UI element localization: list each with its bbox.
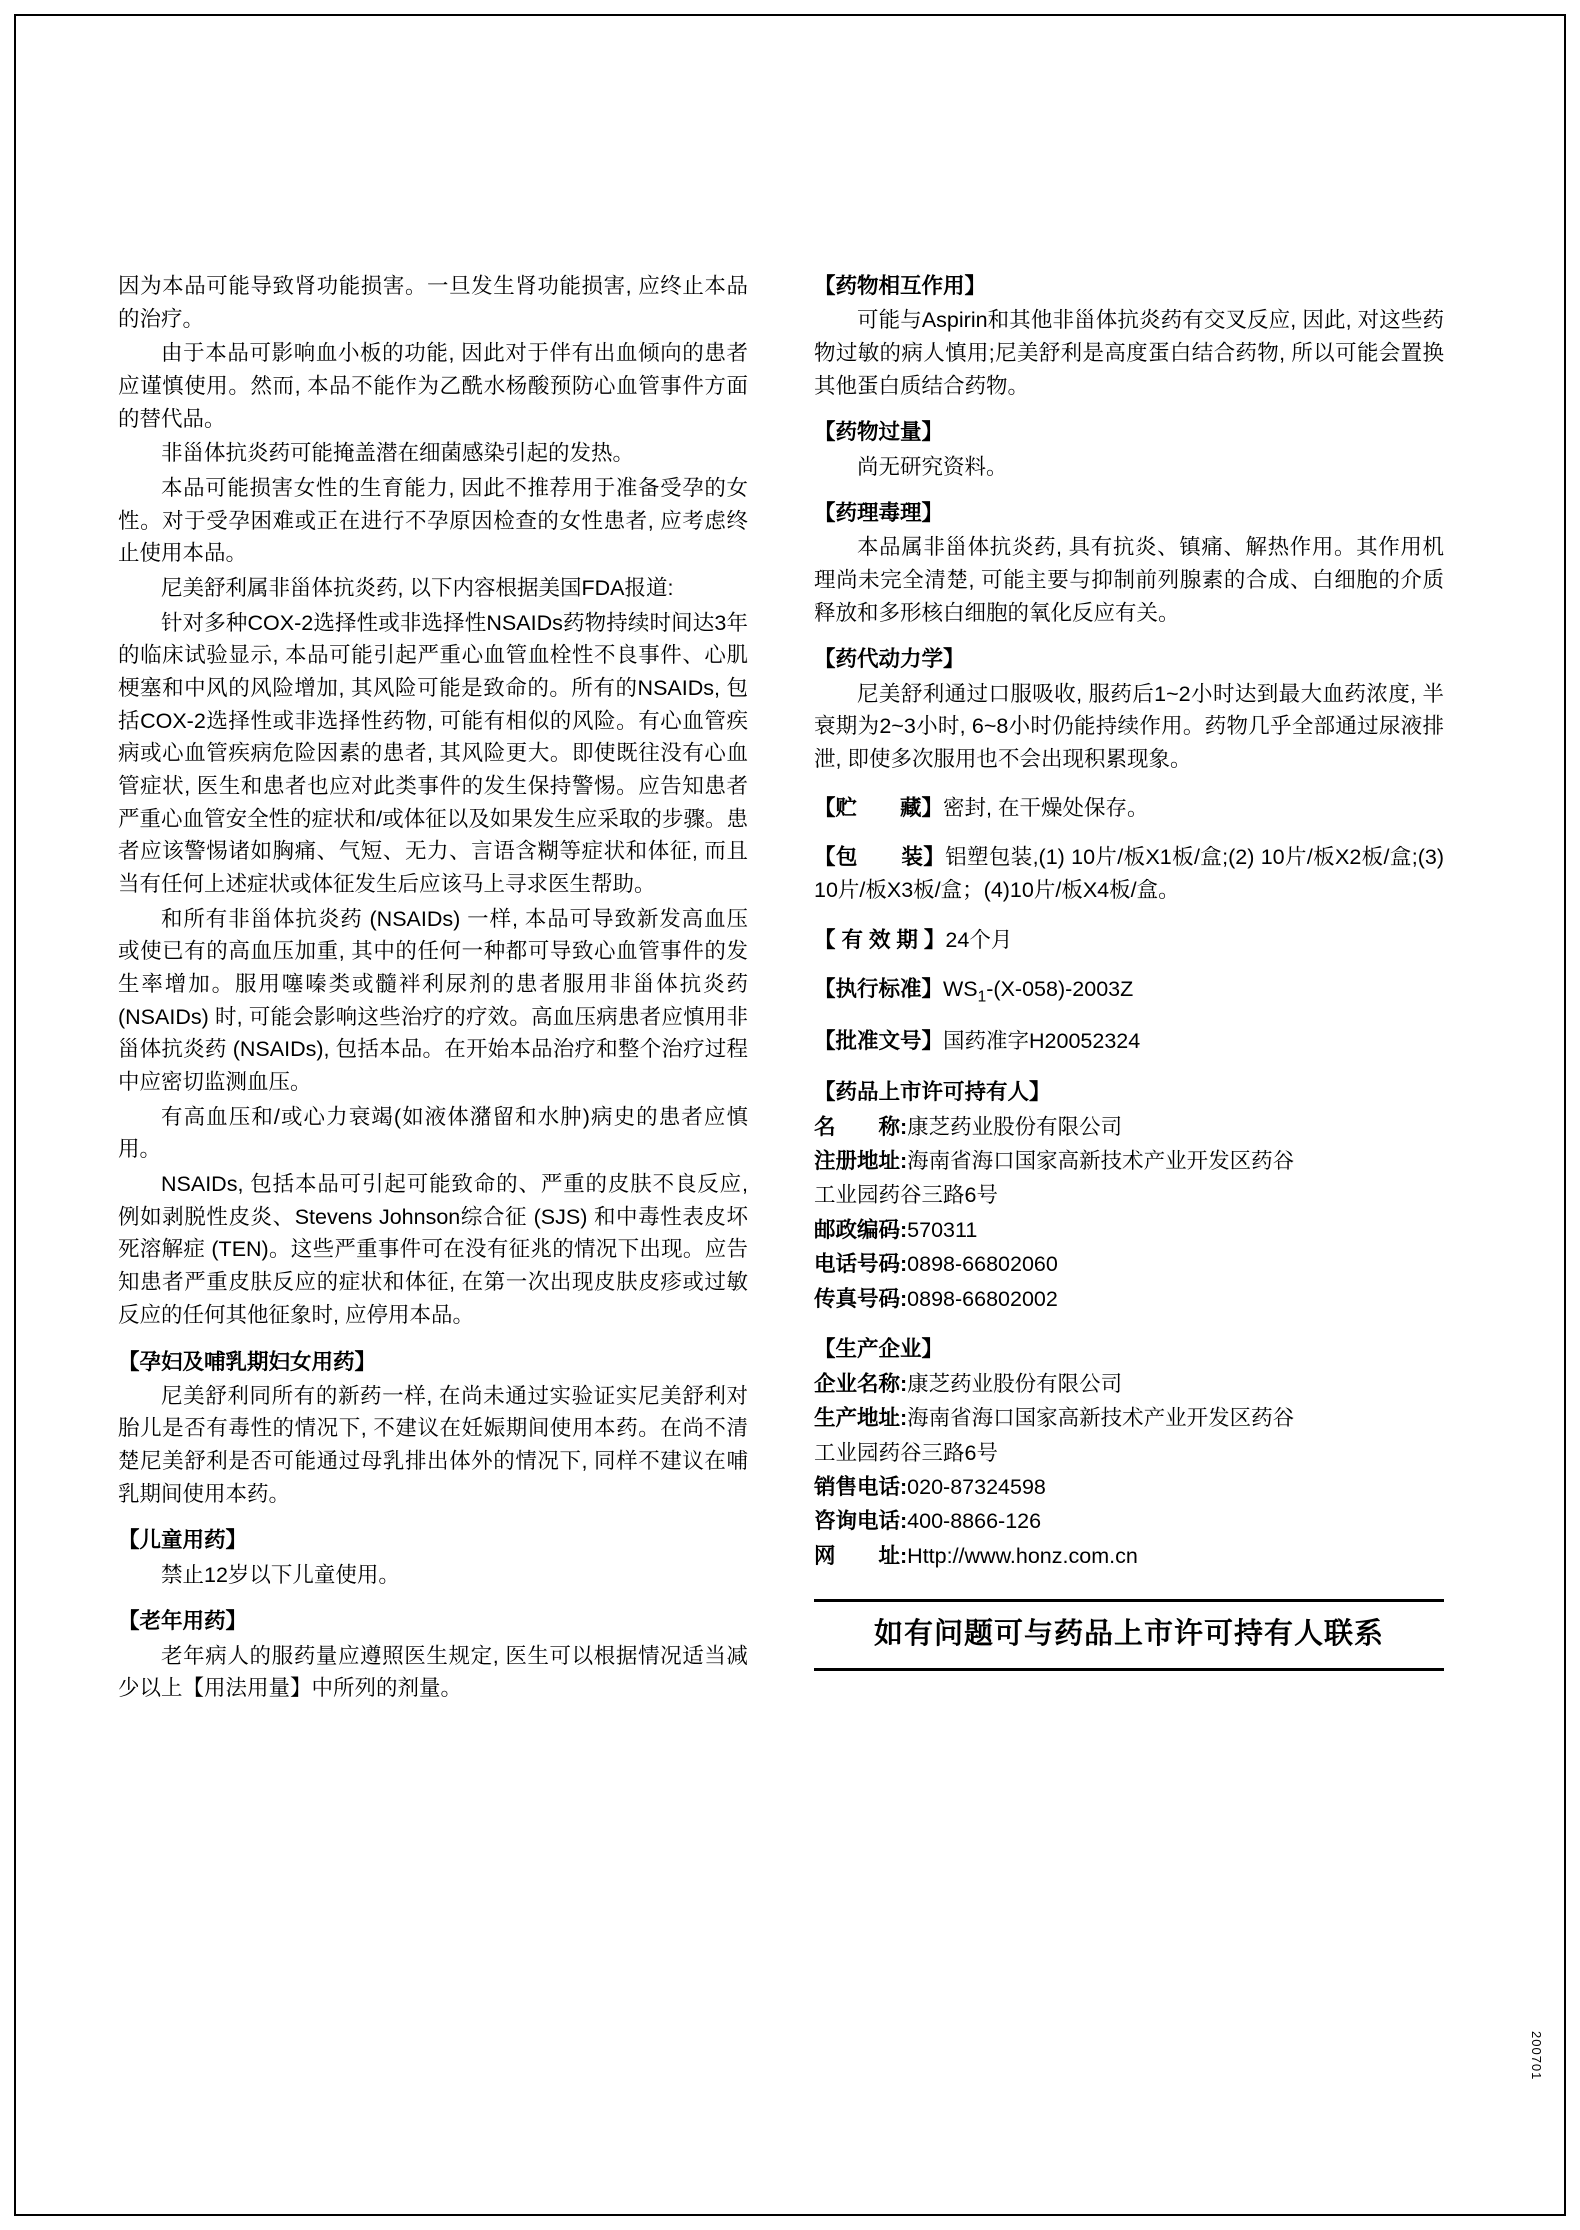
manufacturer-row-key: 网 址: <box>814 1543 908 1568</box>
manufacturer-row <box>814 1436 1444 1470</box>
entry-storage <box>814 792 1444 825</box>
section-title-pharmacology: 【药理毒理】 <box>814 501 944 526</box>
paragraph: 尼美舒利属非甾体抗炎药, 以下内容根据美国FDA报道: <box>161 576 674 601</box>
entry-approval <box>814 1025 1444 1058</box>
section-body-pharmacokinetics: 尼美舒利通过口服吸收, 服药后1~2小时达到最大血药浓度, 半衰期为2~3小时, 6~8小时仍能持续作用。药物几乎全部通过尿液排泄, 即使多次服用也不会出现积累现象。 <box>814 681 1444 772</box>
mah-row <box>814 1282 1444 1316</box>
section-title-geriatric: 【老年用药】 <box>118 1609 248 1634</box>
mah-row <box>814 1110 1444 1144</box>
manufacturer-row <box>814 1401 1444 1435</box>
section-body-pediatric: 禁止12岁以下儿童使用。 <box>161 1562 400 1587</box>
section-title-overdose: 【药物过量】 <box>814 420 944 445</box>
mah-row <box>814 1178 1444 1212</box>
section-title-interactions: 【药物相互作用】 <box>814 274 987 298</box>
footer-divider-top <box>814 1599 1444 1602</box>
left-column <box>118 270 748 1707</box>
entry-value-standard-suffix: -(X-058)-2003Z <box>986 976 1134 1001</box>
two-column-layout <box>118 270 1448 1707</box>
mah-row-value: 0898-66802002 <box>907 1286 1058 1311</box>
entry-label-validity: 【 有 效 期 】 <box>814 927 946 952</box>
manufacturer-row <box>814 1470 1444 1504</box>
section-body-pregnancy: 尼美舒利同所有的新药一样, 在尚未通过实验证实尼美舒利对胎儿是否有毒性的情况下, 不建议在妊娠期间使用本药。在尚不清楚尼美舒利是否可能通过母乳排出体外的情况下, 同样不建议在哺乳期间使用本药。 <box>118 1383 748 1506</box>
section-title-pharmacokinetics: 【药代动力学】 <box>814 647 965 672</box>
manufacturer-row-key: 企业名称: <box>814 1371 908 1396</box>
paragraph: 和所有非甾体抗炎药 (NSAIDs) 一样, 本品可导致新发高血压或使已有的高血压加重, 其中的任何一种都可导致心血管事件的发生率增加。服用噻嗪类或髓袢利尿剂的患者服用非甾体抗炎药 (NSAIDs) 时, 可能会影响这些治疗的疗效。高血压病患者应慎用非甾体抗炎药 (NSAIDs), 包括本品。在开始本品治疗和整个治疗过程中应密切监测血压。 <box>118 906 748 1095</box>
right-column <box>814 270 1444 1671</box>
entry-value-validity: 24个月 <box>945 927 1013 952</box>
manufacturer-row-value: 020-87324598 <box>907 1475 1046 1500</box>
paragraph: 针对多种COX-2选择性或非选择性NSAIDs药物持续时间达3年的临床试验显示, 本品可能引起严重心血管血栓性不良事件、心肌梗塞和中风的风险增加, 其风险可能是致命的。所有的NSAIDs, 包括COX-2选择性或非选择性药物, 可能有相似的风险。有心血管疾病或心血管疾病危险因素的患者, 其风险更大。即使既往没有心血管症状, 医生和患者也应对此类事件的发生保持警惕。应告知患者严重心血管安全性的症状和/或体征以及如果发生应采取的步骤。患者应该警惕诸如胸痛、气短、无力、言语含糊等症状和体征, 而且当有任何上述症状或体征发生后应该马上寻求医生帮助。 <box>118 610 748 897</box>
mah-row-key: 注册地址: <box>814 1148 908 1173</box>
entry-label-approval: 【批准文号】 <box>814 1029 944 1054</box>
section-body-interactions: 可能与Aspirin和其他非甾体抗炎药有交叉反应, 因此, 对这些药物过敏的病人慎用;尼美舒利是高度蛋白结合药物, 所以可能会置换其他蛋白质结合药物。 <box>814 308 1444 398</box>
mah-row-value: 康芝药业股份有限公司 <box>907 1114 1123 1139</box>
footer-divider-bottom <box>814 1668 1444 1671</box>
entry-value-approval: 国药准字H20052324 <box>943 1029 1141 1054</box>
manufacturer-row-value: 工业园药谷三路6号 <box>814 1440 998 1465</box>
mah-row-value: 海南省海口国家高新技术产业开发区药谷 <box>907 1148 1295 1173</box>
entry-label-standard: 【执行标准】 <box>814 976 944 1001</box>
mah-row-key: 电话号码: <box>814 1252 908 1277</box>
manufacturer-row-value: Http://www.honz.com.cn <box>907 1543 1138 1568</box>
mah-row <box>814 1247 1444 1281</box>
mah-row <box>814 1213 1444 1247</box>
manufacturer-row <box>814 1367 1444 1401</box>
paragraph: 非甾体抗炎药可能掩盖潜在细菌感染引起的发热。 <box>161 441 635 466</box>
paragraph: 本品可能损害女性的生育能力, 因此不推荐用于准备受孕的女性。对于受孕困难或正在进行不孕原因检查的女性患者, 应考虑终止使用本品。 <box>118 476 748 566</box>
mah-row-key: 传真号码: <box>814 1286 908 1311</box>
paragraph: 由于本品可影响血小板的功能, 因此对于伴有出血倾向的患者应谨慎使用。然而, 本品不能作为乙酰水杨酸预防心血管事件方面的替代品。 <box>118 341 748 431</box>
entry-value-standard-sub: 1 <box>977 988 987 1006</box>
manufacturer-row-value: 400-8866-126 <box>907 1509 1042 1534</box>
print-code: 200701 <box>1529 2030 1544 2080</box>
manufacturer-row-key: 生产地址: <box>814 1406 908 1431</box>
entry-label-package: 【包 装】 <box>814 845 946 870</box>
manufacturer-row <box>814 1504 1444 1538</box>
section-body-overdose: 尚无研究资料。 <box>857 454 1008 479</box>
entry-value-package: 铝塑包装,(1) 10片/板X1板/盒;(2) 10片/板X2板/盒;(3) 10片/板X3板/盒；(4)10片/板X4板/盒。 <box>814 845 1444 903</box>
entry-validity <box>814 924 1444 957</box>
mah-row <box>814 1144 1444 1178</box>
footer-contact-text: 如有问题可与药品上市许可持有人联系 <box>873 1618 1384 1651</box>
entry-value-storage: 密封, 在干燥处保存。 <box>943 795 1149 820</box>
paragraph: 因为本品可能导致肾功能损害。一旦发生肾功能损害, 应终止本品的治疗。 <box>118 274 748 331</box>
manufacturer-row-key: 销售电话: <box>814 1475 908 1500</box>
mah-row-value: 0898-66802060 <box>907 1252 1058 1277</box>
mah-row-value: 570311 <box>907 1217 978 1242</box>
page-content <box>118 270 1448 1707</box>
manufacturer-row <box>814 1539 1444 1573</box>
mah-row-key: 邮政编码: <box>814 1217 908 1242</box>
manufacturer-row-value: 康芝药业股份有限公司 <box>907 1371 1123 1396</box>
paragraph: 有高血压和/或心力衰竭(如液体潴留和水肿)病史的患者应慎用。 <box>118 1104 748 1162</box>
entry-standard <box>814 973 1444 1009</box>
section-title-mah: 【药品上市许可持有人】 <box>814 1079 1051 1104</box>
entry-label-storage: 【贮 藏】 <box>814 795 944 820</box>
section-title-pediatric: 【儿童用药】 <box>118 1528 248 1553</box>
manufacturer-row-key: 咨询电话: <box>814 1509 908 1534</box>
manufacturer-row-value: 海南省海口国家高新技术产业开发区药谷 <box>907 1406 1295 1431</box>
mah-row-value: 工业园药谷三路6号 <box>814 1183 998 1208</box>
paragraph: NSAIDs, 包括本品可引起可能致命的、严重的皮肤不良反应, 例如剥脱性皮炎、Stevens Johnson综合征 (SJS) 和中毒性表皮坏死溶解症 (TEN)。这些严重事件可在没有征兆的情况下出现。应告知患者严重皮肤反应的症状和体征, 在第一次出现皮肤皮疹或过敏反应的任何其他征象时, 应停用本品。 <box>118 1172 748 1327</box>
section-title-manufacturer: 【生产企业】 <box>814 1336 944 1361</box>
section-body-geriatric: 老年病人的服药量应遵照医生规定, 医生可以根据情况适当减少以上【用法用量】中所列的剂量。 <box>118 1643 748 1701</box>
section-title-pregnancy: 【孕妇及哺乳期妇女用药】 <box>118 1349 377 1374</box>
mah-row-key: 名 称: <box>814 1114 908 1139</box>
entry-value-standard-prefix: WS <box>943 976 978 1001</box>
entry-package <box>814 841 1444 908</box>
section-body-pharmacology: 本品属非甾体抗炎药, 具有抗炎、镇痛、解热作用。其作用机理尚未完全清楚, 可能主要与抑制前列腺素的合成、白细胞的介质释放和多形核白细胞的氧化反应有关。 <box>814 535 1444 625</box>
